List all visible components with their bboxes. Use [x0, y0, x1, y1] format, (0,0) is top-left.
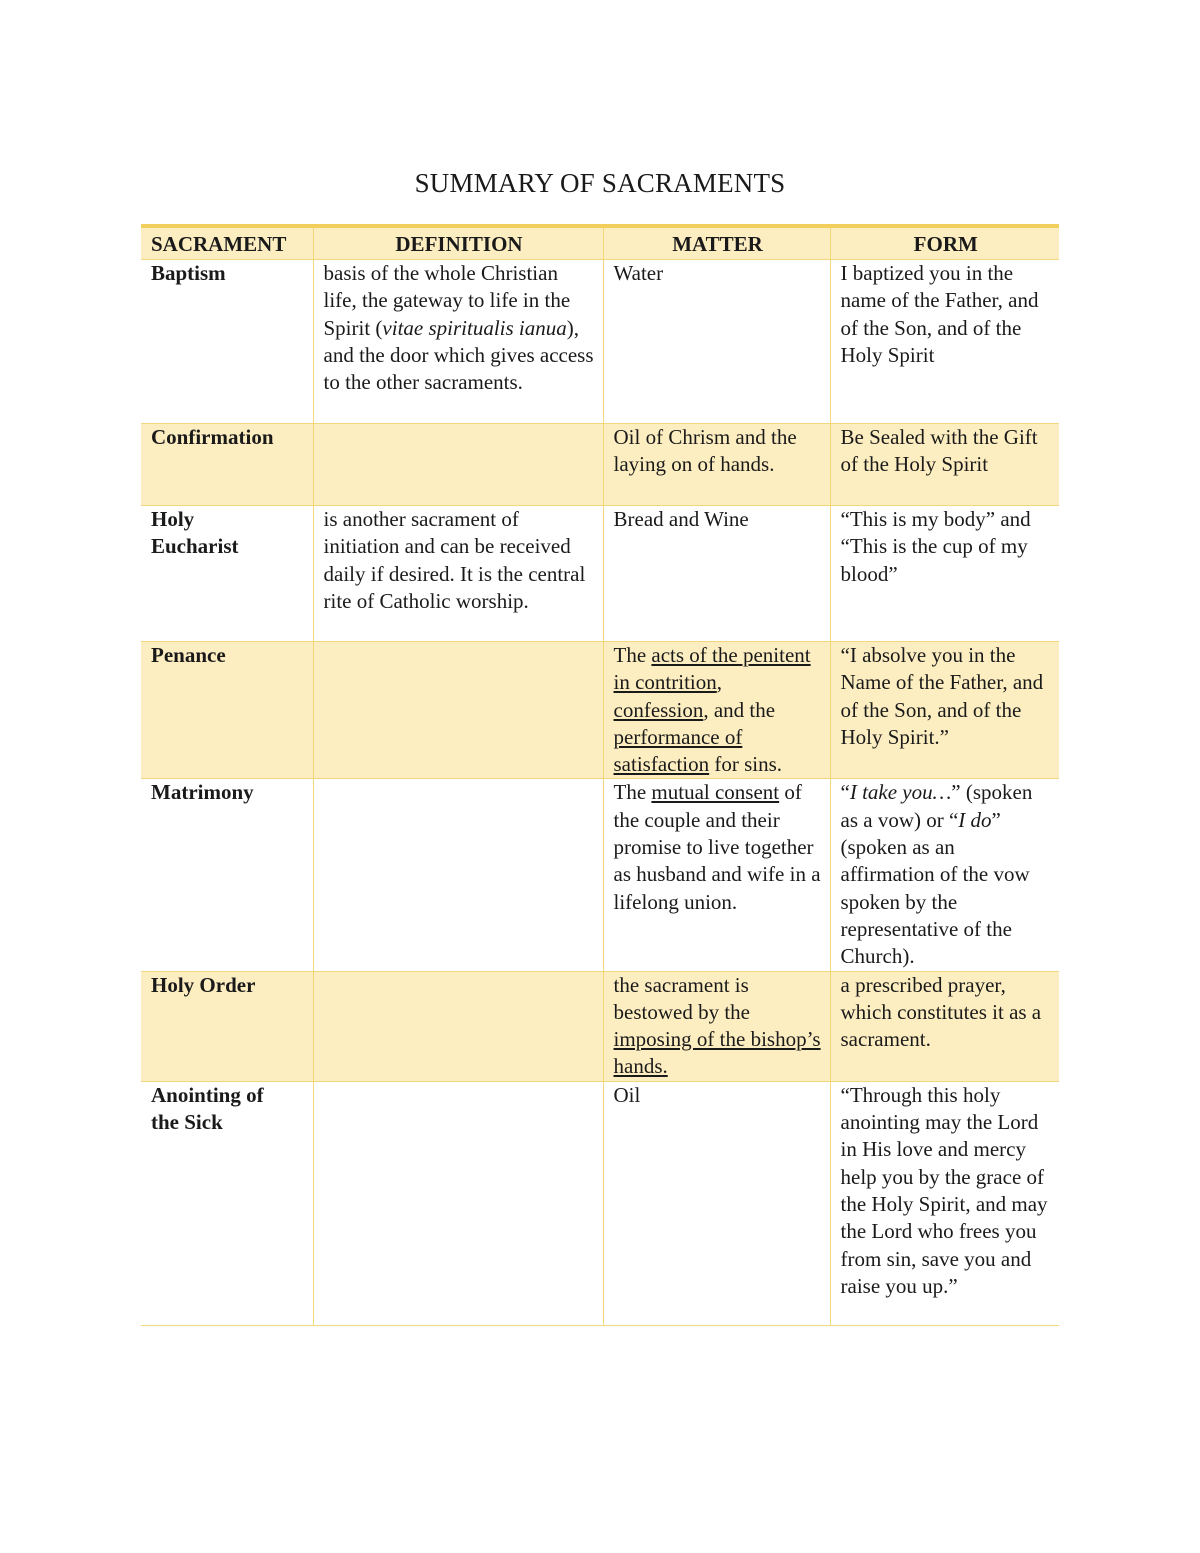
table-row	[141, 424, 1059, 506]
matter-cell: The mutual consent of the couple and their promise to live together as husband and wife in a lifelong union.	[603, 779, 830, 971]
definition-cell	[313, 971, 603, 1081]
table-row	[141, 260, 1059, 424]
form-cell: “This is my body” and “This is the cup of my blood”	[830, 506, 1059, 642]
matter-cell: Water	[603, 260, 830, 424]
sacrament-name: Matrimony	[151, 780, 254, 805]
form-cell: I baptized you in the name of the Father, and of the Son, and of the Holy Spirit	[830, 260, 1059, 424]
form-cell: “Through this holy anointing may the Lord in His love and mercy help you by the grace of the Holy Spirit, and may the Lord who frees you from sin, save you and raise you up.”	[830, 1081, 1059, 1325]
form-cell: Be Sealed with the Gift of the Holy Spirit	[830, 424, 1059, 506]
definition-cell	[313, 642, 603, 779]
definition-cell	[313, 424, 603, 506]
header-definition: DEFINITION	[313, 226, 603, 260]
sacraments-table	[141, 224, 1059, 1326]
form-cell: a prescribed prayer, which constitutes it as a sacrament.	[830, 971, 1059, 1081]
sacrament-name: Anointing of the Sick	[151, 1082, 264, 1135]
definition-cell	[313, 1081, 603, 1325]
sacrament-name: Penance	[151, 643, 226, 667]
header-form: FORM	[830, 226, 1059, 260]
table-row	[141, 779, 1059, 971]
table-row	[141, 971, 1059, 1081]
sacrament-name: Holy Order	[151, 972, 256, 997]
matter-cell: the sacrament is bestowed by the imposing of the bishop’s hands.	[603, 971, 830, 1081]
table-row	[141, 506, 1059, 642]
page-title: SUMMARY OF SACRAMENTS	[414, 168, 786, 198]
form-cell: “I take you…” (spoken as a vow) or “I do” (spoken as an affirmation of the vow spoken by the representative of the Church).	[830, 779, 1059, 971]
form-cell: “I absolve you in the Name of the Father, and of the Son, and of the Holy Spirit.”	[830, 642, 1059, 779]
header-matter: MATTER	[603, 226, 830, 260]
definition-cell	[313, 779, 603, 971]
table-header-row	[141, 226, 1059, 260]
table-row	[141, 642, 1059, 779]
table-row	[141, 1081, 1059, 1325]
matter-cell: Oil	[603, 1081, 830, 1325]
definition-cell: basis of the whole Christian life, the gateway to life in the Spirit (vitae spiritualis ianua), and the door which gives access to the other sacraments.	[313, 260, 603, 424]
header-sacrament: SACRAMENT	[151, 232, 287, 256]
sacrament-name: Baptism	[151, 261, 226, 285]
matter-cell: The acts of the penitent in contrition, confession, and the performance of satisfaction for sins.	[603, 642, 830, 779]
matter-cell: Bread and Wine	[603, 506, 830, 642]
definition-cell: is another sacrament of initiation and can be received daily if desired. It is the central rite of Catholic worship.	[313, 506, 603, 642]
sacrament-name: Confirmation	[151, 425, 274, 449]
matter-cell: Oil of Chrism and the laying on of hands.	[603, 424, 830, 506]
sacrament-name: Holy Eucharist	[151, 507, 239, 559]
